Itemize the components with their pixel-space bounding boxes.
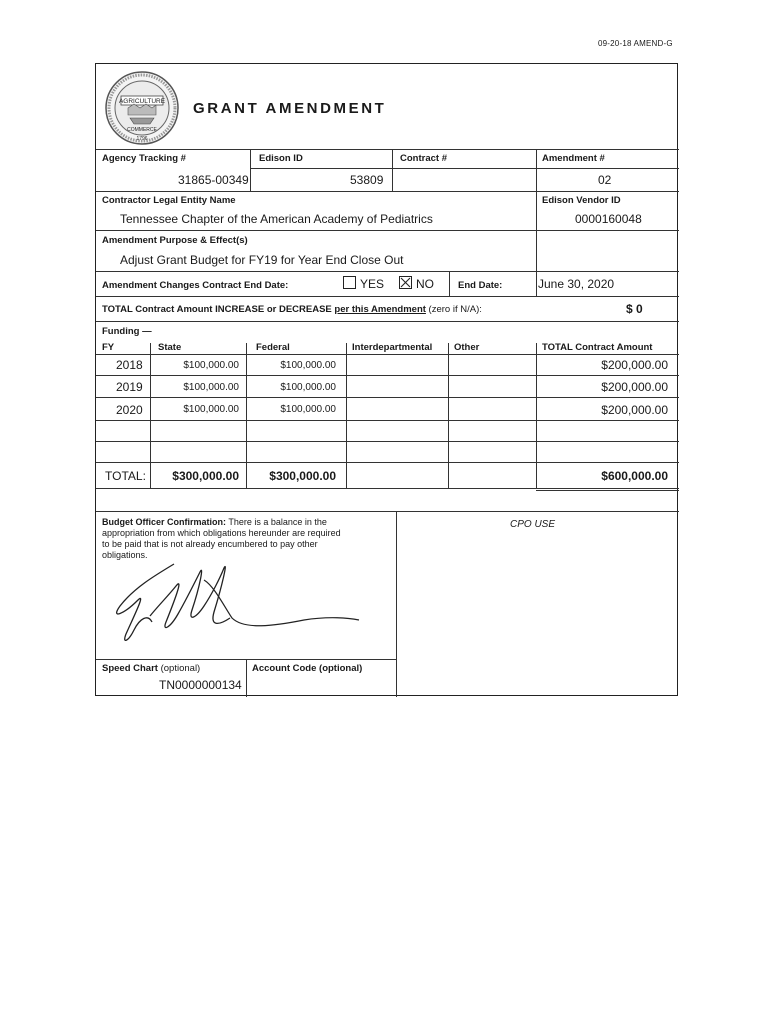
grant-amendment-form bbox=[95, 63, 678, 696]
form-title: GRANT AMENDMENT bbox=[193, 100, 387, 117]
total-change-suffix: (zero if N/A): bbox=[425, 304, 482, 315]
divider bbox=[96, 149, 679, 150]
divider bbox=[96, 191, 679, 192]
agency-tracking-value: 31865-00349 bbox=[178, 173, 249, 187]
total-change-underlined-text: per this Amendment bbox=[334, 304, 426, 315]
divider bbox=[250, 149, 251, 191]
col-other-header: Other bbox=[454, 342, 480, 353]
amendment-number-value: 02 bbox=[598, 173, 612, 187]
speed-chart-value: TN0000000134 bbox=[159, 678, 242, 692]
col-interdepartmental-header: Interdepartmental bbox=[352, 342, 433, 353]
col-federal-header: Federal bbox=[256, 342, 290, 353]
end-date-value: June 30, 2020 bbox=[538, 277, 615, 291]
divider bbox=[392, 149, 393, 191]
vendor-id-value: 0000160048 bbox=[575, 212, 642, 226]
row-2019-state: $100,000.00 bbox=[183, 382, 239, 393]
divider bbox=[536, 271, 537, 296]
divider bbox=[396, 511, 397, 697]
divider bbox=[96, 441, 679, 442]
edison-id-label: Edison ID bbox=[259, 153, 303, 164]
end-date-label: End Date: bbox=[458, 280, 503, 291]
seal-year: 1796 bbox=[136, 136, 148, 142]
no-checkbox-checked[interactable] bbox=[399, 276, 412, 289]
row-2019-fy: 2019 bbox=[116, 380, 143, 394]
state-seal-logo bbox=[104, 70, 180, 146]
check-x-icon bbox=[400, 277, 411, 288]
funding-label: Funding — bbox=[102, 326, 152, 337]
row-2018-fy: 2018 bbox=[116, 358, 143, 372]
seal-bottom-word: COMMERCE bbox=[127, 127, 157, 133]
divider bbox=[96, 462, 679, 463]
seal-top-word: AGRICULTURE bbox=[118, 98, 166, 105]
row-2019-federal: $100,000.00 bbox=[280, 382, 336, 393]
divider bbox=[96, 488, 679, 489]
col-total-header: TOTAL Contract Amount bbox=[542, 342, 653, 353]
divider bbox=[246, 659, 247, 697]
purpose-value: Adjust Grant Budget for FY19 for Year End Close Out bbox=[120, 253, 404, 267]
row-2020-federal: $100,000.00 bbox=[280, 404, 336, 415]
totals-label: TOTAL: bbox=[105, 469, 146, 483]
divider bbox=[346, 343, 347, 488]
contract-number-label: Contract # bbox=[400, 153, 447, 164]
divider bbox=[449, 271, 450, 296]
budget-officer-text: to be paid that is not already encumbered to pay other bbox=[102, 539, 318, 549]
row-2020-total: $200,000.00 bbox=[601, 403, 668, 417]
total-change-value: $ 0 bbox=[626, 302, 643, 316]
no-label: NO bbox=[416, 277, 434, 291]
divider bbox=[96, 230, 679, 231]
budget-officer-text: There is a balance in the bbox=[228, 517, 327, 527]
speed-chart-label bbox=[102, 663, 200, 674]
agency-tracking-label: Agency Tracking # bbox=[102, 153, 186, 164]
row-2020-state: $100,000.00 bbox=[183, 404, 239, 415]
divider bbox=[96, 420, 679, 421]
total-change-label bbox=[102, 304, 482, 315]
amendment-number-label: Amendment # bbox=[542, 153, 605, 164]
yes-checkbox[interactable] bbox=[343, 276, 356, 289]
divider bbox=[96, 296, 679, 297]
budget-officer-label: Budget Officer Confirmation: bbox=[102, 517, 226, 527]
divider bbox=[96, 375, 679, 376]
row-2019-total: $200,000.00 bbox=[601, 380, 668, 394]
contractor-name-value: Tennessee Chapter of the American Academy of Pediatrics bbox=[120, 212, 433, 226]
divider bbox=[96, 354, 679, 355]
total-change-text: TOTAL Contract Amount INCREASE or DECREASE bbox=[102, 304, 335, 315]
divider bbox=[250, 168, 679, 169]
totals-total: $600,000.00 bbox=[601, 469, 668, 483]
end-date-change-label: Amendment Changes Contract End Date: bbox=[102, 280, 289, 291]
budget-officer-text: appropriation from which obligations hereunder are required bbox=[102, 528, 341, 538]
col-state-header: State bbox=[158, 342, 182, 353]
edison-id-value: 53809 bbox=[350, 173, 384, 187]
double-underline bbox=[536, 490, 679, 491]
speed-chart-label-rest: (optional) bbox=[157, 663, 201, 674]
account-code-label: Account Code (optional) bbox=[252, 663, 363, 674]
totals-federal: $300,000.00 bbox=[269, 469, 336, 483]
purpose-label: Amendment Purpose & Effect(s) bbox=[102, 235, 248, 246]
row-2018-total: $200,000.00 bbox=[601, 358, 668, 372]
budget-officer-confirmation bbox=[102, 517, 392, 561]
contractor-name-label: Contractor Legal Entity Name bbox=[102, 195, 236, 206]
divider bbox=[96, 397, 679, 398]
row-2018-state: $100,000.00 bbox=[183, 360, 239, 371]
col-fy-header: FY bbox=[102, 342, 115, 353]
totals-state: $300,000.00 bbox=[172, 469, 239, 483]
vendor-id-label: Edison Vendor ID bbox=[542, 195, 621, 206]
cpo-use-label: CPO USE bbox=[510, 519, 556, 530]
row-2020-fy: 2020 bbox=[116, 403, 143, 417]
yes-label: YES bbox=[360, 277, 385, 291]
divider bbox=[150, 343, 151, 488]
signature-image bbox=[104, 556, 364, 654]
divider bbox=[448, 343, 449, 488]
divider bbox=[96, 271, 679, 272]
row-2018-federal: $100,000.00 bbox=[280, 360, 336, 371]
divider bbox=[246, 343, 247, 488]
divider bbox=[96, 511, 679, 512]
document-code: 09-20-18 AMEND-G bbox=[598, 39, 673, 48]
speed-chart-label-bold: Speed Chart bbox=[102, 663, 158, 674]
divider bbox=[96, 321, 679, 322]
divider bbox=[536, 343, 537, 488]
budget-officer-text: obligations. bbox=[102, 550, 148, 560]
divider bbox=[536, 149, 537, 271]
